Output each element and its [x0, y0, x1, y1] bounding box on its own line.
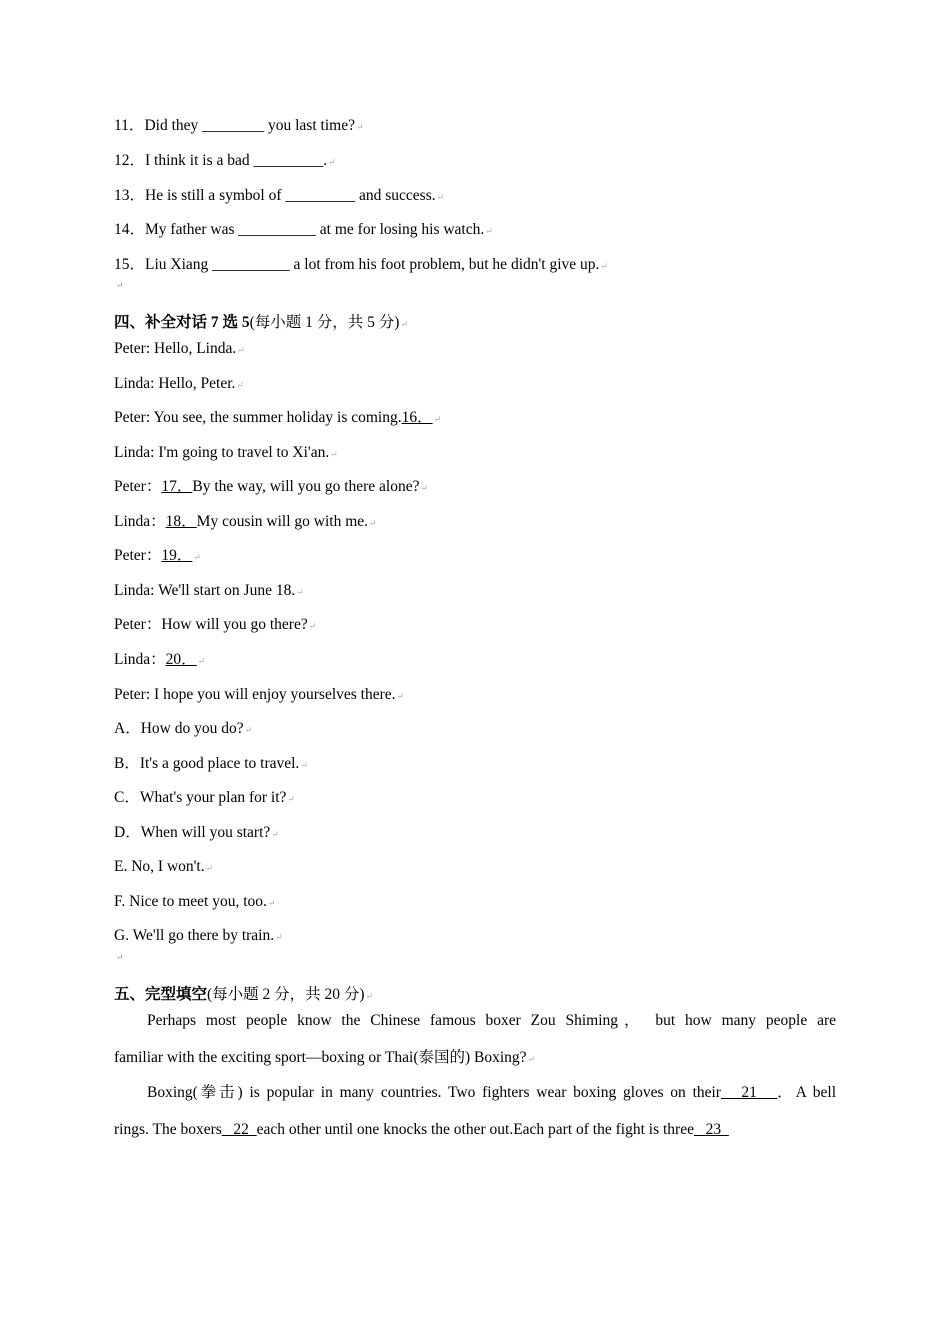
dialogue-line: Peter: Hello, Linda.↵: [114, 340, 245, 357]
answer-blank: ________: [202, 117, 265, 134]
dialogue-line: Linda: We'll start on June 18.↵: [114, 582, 304, 599]
dialogue-line: Linda：18．My cousin will go with me.↵: [114, 513, 377, 530]
option-b: B．It's a good place to travel.↵: [114, 755, 308, 772]
cloze-blank-21: 21: [741, 1084, 757, 1101]
answer-blank: _________: [285, 187, 356, 204]
paragraph-mark: ↵: [116, 952, 124, 962]
dialogue-line: Linda：20．↵: [114, 651, 206, 668]
question-15: 15．Liu Xiang __________ a lot from his foot problem, but he didn't give up.↵: [114, 256, 608, 273]
dialogue-line: Peter: You see, the summer holiday is coming.16．↵: [114, 409, 442, 426]
dialogue-line: Peter: I hope you will enjoy yourselves there.↵: [114, 686, 405, 703]
dialogue-line: Linda: Hello, Peter.↵: [114, 375, 244, 392]
paragraph-mark: ↵: [116, 280, 124, 290]
dialogue-line: Peter：19．↵: [114, 547, 201, 564]
dialogue-line: Linda: I'm going to travel to Xi'an.↵: [114, 444, 338, 461]
answer-blank-16: 16．: [401, 409, 433, 426]
passage-p1-line1: Perhaps most people know the Chinese famous boxer Zou Shiming， but how many people are: [147, 1012, 836, 1029]
dialogue-line: Peter：17．By the way, will you go there alone?↵: [114, 478, 429, 495]
section-5-title: 五、完型填空(每小题 2 分，共 20 分)↵: [114, 986, 374, 1003]
answer-blank-20: 20．: [165, 651, 197, 668]
passage-p1-line2: familiar with the exciting sport—boxing or Thai(泰国的) Boxing?↵: [114, 1049, 536, 1066]
answer-blank-19: 19．: [161, 547, 193, 564]
answer-blank-17: 17．: [161, 478, 193, 495]
option-d: D．When will you start?↵: [114, 824, 279, 841]
answer-blank: __________: [238, 221, 316, 238]
option-g: G. We'll go there by train.↵: [114, 927, 283, 944]
passage-p2-line2: rings. The boxers 22 each other until one knocks the other out.Each part of the fight is three 23: [114, 1120, 729, 1140]
section-4-title: 四、补全对话 7 选 5(每小题 1 分，共 5 分)↵: [114, 314, 409, 331]
question-11: 11．Did they ________ you last time?↵: [114, 117, 364, 134]
answer-blank: _________: [253, 152, 324, 169]
question-12: 12．I think it is a bad _________.↵: [114, 152, 336, 169]
cloze-blank-23: 23: [705, 1121, 722, 1138]
answer-blank-18: 18．: [165, 513, 197, 530]
option-f: F. Nice to meet you, too.↵: [114, 893, 276, 910]
option-c: C．What's your plan for it?↵: [114, 789, 295, 806]
cloze-blank-22: 22: [233, 1121, 249, 1138]
answer-blank: __________: [212, 256, 290, 273]
option-a: A．How do you do?↵: [114, 720, 253, 737]
dialogue-line: Peter：How will you go there?↵: [114, 616, 317, 633]
option-e: E. No, I won't.↵: [114, 858, 214, 875]
passage-p2-line1: Boxing(拳击) is popular in many countries. Two fighters wear boxing gloves on their 21 ．A bell: [147, 1084, 837, 1101]
question-14: 14．My father was __________ at me for losing his watch.↵: [114, 221, 493, 238]
question-13: 13．He is still a symbol of _________ and success.↵: [114, 187, 445, 204]
